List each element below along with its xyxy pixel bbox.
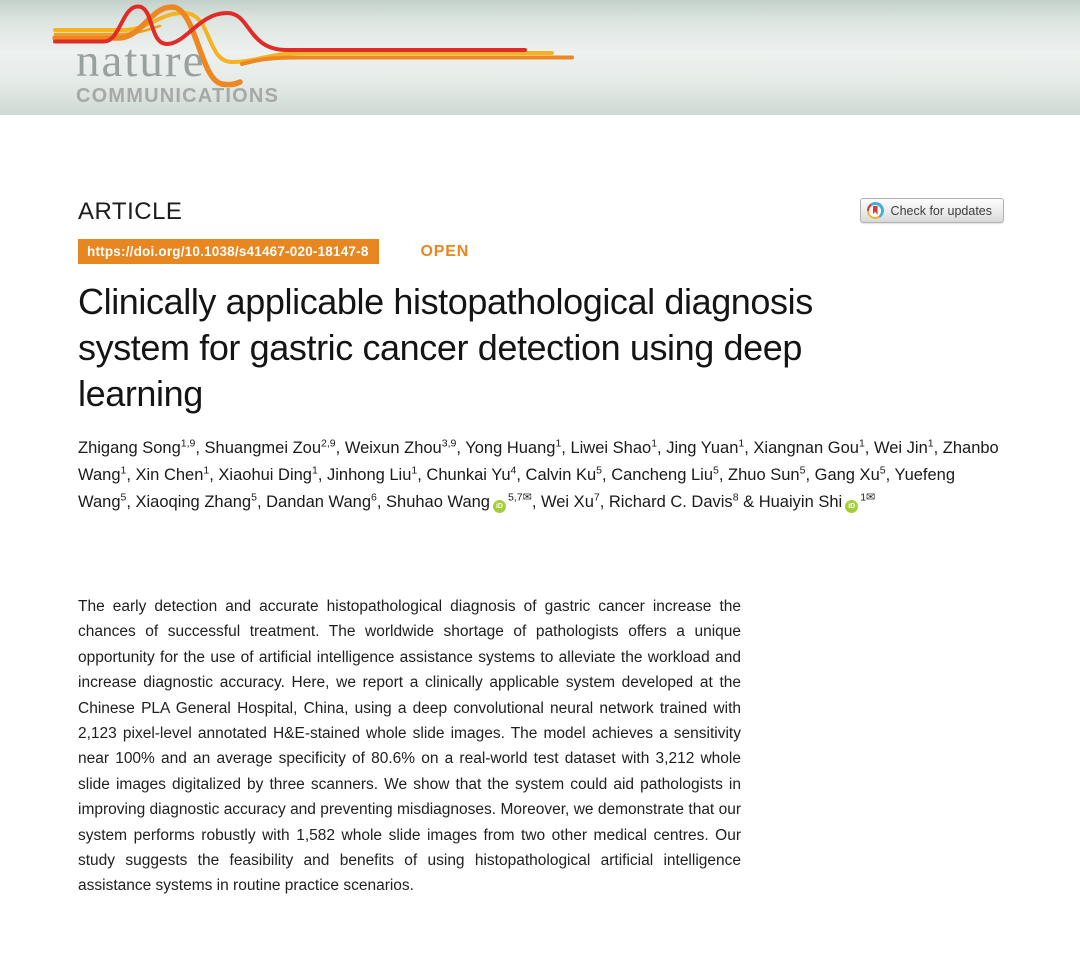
author-name: Xiaoqing Zhang bbox=[135, 493, 252, 511]
author-affiliation-superscript: 8 bbox=[732, 491, 739, 504]
author-affiliation-superscript: 5 bbox=[879, 464, 886, 477]
article-title bbox=[78, 279, 1004, 417]
author-name: Jing Yuan bbox=[666, 439, 739, 457]
author-name: Richard C. Davis bbox=[608, 493, 733, 511]
author-name: Gang Xu bbox=[814, 466, 880, 484]
author-name: Calvin Ku bbox=[525, 466, 597, 484]
check-for-updates-label: Check for updates bbox=[890, 203, 992, 218]
author-affiliation-superscript: 1 bbox=[411, 464, 418, 477]
title-line-1: Clinically applicable histopathological diagnosis bbox=[78, 281, 813, 322]
corresponding-author-email-icon[interactable]: ✉ bbox=[866, 491, 876, 504]
author-affiliation-superscript: 7 bbox=[593, 491, 600, 504]
title-line-2: system for gastric cancer detection using deep bbox=[78, 327, 802, 368]
article-page bbox=[0, 198, 1080, 899]
author-name: Dandan Wang bbox=[266, 493, 371, 511]
crossmark-icon bbox=[867, 202, 884, 219]
author-name: Xiaohui Ding bbox=[218, 466, 312, 484]
author-affiliation-superscript: 5 bbox=[120, 491, 127, 504]
author-name: Shuhao Wang bbox=[386, 493, 490, 511]
author-affiliation-superscript: 5 bbox=[799, 464, 806, 477]
author-name: Zhuo Sun bbox=[728, 466, 800, 484]
journal-name-nature: nature bbox=[76, 35, 206, 87]
author-name: Zhanbo Wang bbox=[78, 439, 999, 484]
author-affiliation-superscript: 1 bbox=[555, 437, 562, 450]
author-name: Yong Huang bbox=[465, 439, 556, 457]
check-for-updates-button[interactable] bbox=[860, 198, 1004, 223]
author-name: Yuefeng Wang bbox=[78, 466, 956, 511]
author-name: Shuangmei Zou bbox=[204, 439, 322, 457]
author-affiliation-superscript: 2,9 bbox=[321, 437, 336, 450]
author-affiliation-superscript: 4 bbox=[510, 464, 517, 477]
author-name: Cancheng Liu bbox=[611, 466, 714, 484]
abstract-text: The early detection and accurate histopathological diagnosis of gastric cancer increase the chances of successful treatment. The worldwide shortage of pathologists offers a unique opportunity for the use of artificial intelligence assistance systems to alleviate the workload and increase diagnostic accuracy. Here, we report a clinically applicable system developed at the Chinese PLA General Hospital, China, using a deep convolutional neural network trained with 2,123 pixel-level annotated H&E-stained whole slide images. The model achieves a sensitivity near 100% and an average specificity of 80.6% on a real-world test dataset with 3,212 whole slide images digitalized by three scanners. We show that the system could aid pathologists in improving diagnostic accuracy and preventing misdiagnoses. Moreover, we demonstrate that our system performs robustly with 1,582 whole slide images from two other medical centres. Our study suggests the feasibility and benefits of using histopathological artificial intelligence assistance systems in routine practice scenarios. bbox=[78, 598, 741, 895]
author-name: Chunkai Yu bbox=[426, 466, 511, 484]
author-affiliation-superscript: 1 bbox=[203, 464, 210, 477]
open-access-label: OPEN bbox=[420, 242, 470, 260]
author-list: Zhigang Song$^{1,9}$, Shuangmei Zou$^{2,9}$, Weixun Zhou$^{3,9}$, Yong Huang$^1$, Liwei Shao$^1$, Jing Yuan$^1$, Xiangnan Gou$^1$, Wei Jin$^1$, Zhanbo Wang$^1$, Xin Chen$^1$, Xiaohui Ding$^1$, Jinhong Liu$^1$, Chunkai Yu$^4$, Calvin Ku$^5$, Cancheng Liu$^5$, Zhuo Sun$^5$, Gang Xu$^5$, Yuefeng Wang$^5$, Xiaoqing Zhang$^5$, Dandan Wang$^6$, Shuhao Wang $iD^{5,7✉}$, Wei Xu$^7$, Richard C. Davis$^8$ & Huaiyin Shi $iD^{1✉}$ bbox=[78, 437, 999, 511]
author-affiliation-superscript: 6 bbox=[371, 491, 377, 504]
orcid-icon[interactable]: iD bbox=[493, 500, 506, 513]
author-name: Wei Jin bbox=[873, 439, 928, 457]
journal-logo bbox=[76, 35, 280, 107]
author-affiliation-superscript: 5 bbox=[596, 464, 603, 477]
author-affiliation-superscript: 1 bbox=[858, 437, 865, 450]
author-affiliation-superscript: 1 bbox=[120, 464, 127, 477]
orcid-icon[interactable]: iD bbox=[845, 500, 858, 513]
author-name: Zhigang Song bbox=[78, 439, 181, 457]
author-affiliation-superscript: 5,7✉ bbox=[507, 491, 532, 504]
author-affiliation-superscript: 1 bbox=[311, 464, 318, 477]
author-affiliation-superscript: 5 bbox=[713, 464, 719, 477]
journal-name-communications: COMMUNICATIONS bbox=[76, 85, 280, 107]
author-name: Liwei Shao bbox=[570, 439, 652, 457]
title-line-3: learning bbox=[78, 373, 203, 414]
author-name: Xin Chen bbox=[135, 466, 204, 484]
author-affiliation-superscript: 1 bbox=[651, 437, 658, 450]
author-affiliation-superscript: 5 bbox=[251, 491, 257, 504]
author-affiliation-superscript: 3,9 bbox=[441, 437, 457, 450]
doi-link-badge[interactable]: https://doi.org/10.1038/s41467-020-18147-8 bbox=[78, 239, 379, 264]
journal-banner bbox=[0, 0, 1080, 115]
author-affiliation-superscript: 1,9 bbox=[180, 437, 196, 450]
author-name: Wei Xu bbox=[540, 493, 594, 511]
author-affiliation-superscript: 1 bbox=[738, 437, 745, 450]
author-affiliation-superscript: 1 bbox=[927, 437, 934, 450]
author-affiliation-superscript: 1✉ bbox=[860, 491, 876, 504]
author-name: Jinhong Liu bbox=[327, 466, 412, 484]
article-type-label: ARTICLE bbox=[78, 198, 183, 225]
corresponding-author-email-icon[interactable]: ✉ bbox=[522, 491, 532, 504]
author-name: Xiangnan Gou bbox=[753, 439, 859, 457]
author-name: Huaiyin Shi bbox=[758, 493, 843, 511]
author-name: Weixun Zhou bbox=[344, 439, 442, 457]
